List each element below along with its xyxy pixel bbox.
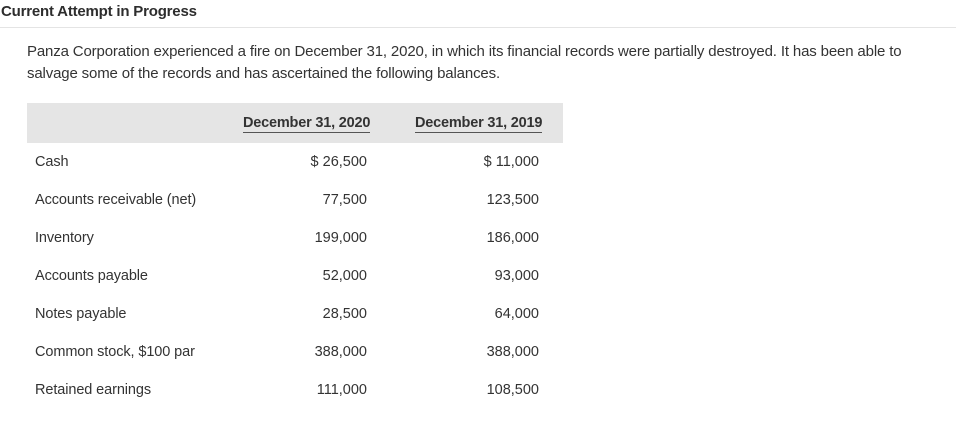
table-row: [27, 181, 563, 219]
attempt-header: [0, 0, 956, 28]
attempt-status-title: Current Attempt in Progress: [1, 3, 197, 20]
value-2020: 199,000: [314, 230, 367, 246]
table-row: [27, 371, 563, 409]
row-label: Accounts receivable (net): [35, 192, 197, 208]
row-label: Inventory: [35, 230, 94, 246]
row-label: Accounts payable: [35, 268, 148, 284]
table-header-row: [27, 103, 563, 143]
value-2019: 388,000: [486, 344, 539, 360]
table-body: [27, 143, 563, 409]
table-row: [27, 295, 563, 333]
value-2019: 93,000: [494, 268, 539, 284]
value-2020: 388,000: [314, 344, 367, 360]
row-label: Common stock, $100 par: [35, 344, 195, 360]
table-row: [27, 219, 563, 257]
value-2020: 111,000: [316, 382, 367, 398]
row-label: Notes payable: [35, 306, 127, 322]
value-2019: 123,500: [486, 192, 539, 208]
value-2019: 64,000: [494, 306, 539, 322]
value-2019: 186,000: [486, 230, 539, 246]
table-row: [27, 143, 563, 181]
value-2019: $ 11,000: [483, 154, 539, 170]
row-label: Cash: [35, 154, 69, 170]
problem-statement: Panza Corporation experienced a fire on December 31, 2020, in which its financial records were partially destroyed. It has been able to salvage some of the records and has ascertained the following balances.: [27, 43, 902, 82]
value-2020: 28,500: [322, 306, 367, 322]
value-2019: 108,500: [486, 382, 539, 398]
value-2020: 77,500: [322, 192, 367, 208]
column-header-2020: December 31, 2020: [243, 115, 371, 131]
row-label: Retained earnings: [35, 382, 151, 398]
value-2020: $ 26,500: [310, 154, 367, 170]
table-row: [27, 257, 563, 295]
value-2020: 52,000: [322, 268, 367, 284]
column-header-2019: December 31, 2019: [415, 115, 543, 131]
balances-table: [27, 103, 563, 409]
table-row: [27, 333, 563, 371]
